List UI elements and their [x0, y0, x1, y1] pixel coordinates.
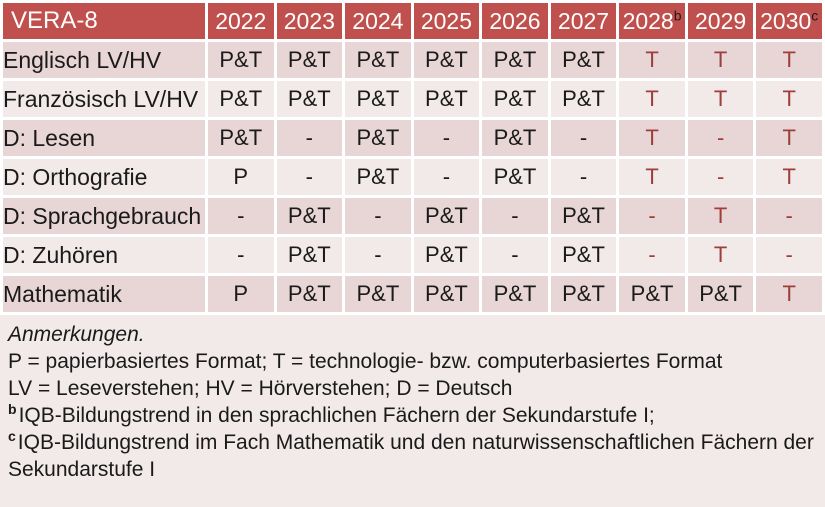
year-column-header	[345, 3, 411, 39]
notes-section	[0, 315, 825, 483]
format-cell: P&T	[619, 276, 685, 312]
note-line	[8, 375, 817, 402]
table-header-row	[3, 3, 822, 39]
format-cell: -	[756, 198, 822, 234]
format-cell: P&T	[688, 276, 754, 312]
format-cell: P&T	[208, 42, 274, 78]
row-label: D: Sprachgebrauch	[3, 198, 205, 234]
format-cell: P&T	[345, 159, 411, 195]
format-cell: P&T	[551, 276, 617, 312]
table-row	[3, 276, 822, 312]
format-cell: P&T	[414, 237, 480, 273]
format-cell: T	[688, 42, 754, 78]
format-cell: T	[756, 276, 822, 312]
format-cell: T	[688, 81, 754, 117]
year-label: 2026	[489, 7, 541, 34]
format-cell: -	[208, 237, 274, 273]
year-label: 2028	[622, 7, 674, 34]
format-cell: P&T	[482, 81, 548, 117]
note-line	[8, 429, 817, 483]
format-cell: T	[756, 81, 822, 117]
format-cell: P&T	[414, 276, 480, 312]
format-cell: P&T	[277, 42, 343, 78]
format-cell: P&T	[482, 276, 548, 312]
format-cell: P&T	[277, 276, 343, 312]
row-label: Mathematik	[3, 276, 205, 312]
format-cell: P&T	[482, 159, 548, 195]
format-cell: T	[688, 198, 754, 234]
format-cell: P&T	[551, 237, 617, 273]
format-cell: -	[619, 237, 685, 273]
format-cell: -	[208, 198, 274, 234]
note-text: LV = Leseverstehen; HV = Hörverstehen; D = Deutsch	[8, 377, 513, 400]
row-label: Französisch LV/HV	[3, 81, 205, 117]
table-row	[3, 198, 822, 234]
note-line	[8, 402, 817, 429]
format-cell: T	[619, 81, 685, 117]
note-text: IQB-Bildungstrend in den sprachlichen Fächern der Sekundarstufe I;	[18, 404, 655, 427]
format-cell: P&T	[345, 120, 411, 156]
year-label: 2024	[352, 7, 404, 34]
format-cell: P&T	[482, 120, 548, 156]
format-cell: P&T	[551, 198, 617, 234]
table-row	[3, 120, 822, 156]
notes-lines	[8, 348, 817, 483]
format-cell: -	[414, 120, 480, 156]
format-cell: -	[551, 120, 617, 156]
row-label: Englisch LV/HV	[3, 42, 205, 78]
year-label: 2025	[420, 7, 472, 34]
format-cell: P	[208, 159, 274, 195]
year-column-header	[414, 3, 480, 39]
format-cell: P&T	[414, 198, 480, 234]
format-cell: P&T	[208, 81, 274, 117]
format-cell: P&T	[208, 120, 274, 156]
format-cell: T	[688, 237, 754, 273]
format-cell: -	[688, 159, 754, 195]
footnote-marker: b	[8, 401, 17, 417]
table-row	[3, 81, 822, 117]
format-cell: -	[756, 237, 822, 273]
footnote-marker: c	[8, 428, 16, 444]
format-cell: T	[756, 159, 822, 195]
year-column-header	[756, 3, 822, 39]
format-cell: P&T	[551, 42, 617, 78]
format-cell: P&T	[277, 198, 343, 234]
format-cell: P&T	[345, 81, 411, 117]
format-cell: P&T	[277, 81, 343, 117]
format-cell: -	[277, 159, 343, 195]
format-cell: -	[482, 237, 548, 273]
year-label: 2030	[760, 7, 812, 34]
format-cell: -	[277, 120, 343, 156]
format-cell: -	[619, 198, 685, 234]
year-label: 2029	[695, 7, 747, 34]
format-cell: -	[482, 198, 548, 234]
footnote-marker: c	[811, 6, 819, 23]
notes-heading: Anmerkungen.	[8, 323, 145, 346]
note-line	[8, 348, 817, 375]
format-cell: P&T	[345, 276, 411, 312]
year-label: 2027	[557, 7, 610, 34]
note-text: IQB-Bildungstrend im Fach Mathematik und den naturwissenschaftlichen Fächern der Sekundarstufe I	[8, 431, 814, 481]
format-cell: T	[756, 42, 822, 78]
table-row	[3, 159, 822, 195]
table-title: VERA-8	[3, 3, 205, 39]
format-cell: P&T	[482, 42, 548, 78]
format-cell: -	[414, 159, 480, 195]
row-label: D: Zuhören	[3, 237, 205, 273]
year-column-header	[277, 3, 343, 39]
format-cell: -	[345, 198, 411, 234]
row-label: D: Lesen	[3, 120, 205, 156]
format-cell: -	[345, 237, 411, 273]
year-column-header	[688, 3, 754, 39]
format-cell: P&T	[414, 42, 480, 78]
format-cell: P&T	[414, 81, 480, 117]
format-cell: T	[619, 159, 685, 195]
format-cell: P&T	[551, 81, 617, 117]
table-row	[3, 42, 822, 78]
format-cell: T	[619, 120, 685, 156]
row-label: D: Orthografie	[3, 159, 205, 195]
year-column-header	[482, 3, 548, 39]
year-column-header	[208, 3, 274, 39]
year-column-header	[551, 3, 617, 39]
note-text: P = papierbasiertes Format; T = technologie- bzw. computerbasiertes Format	[8, 350, 723, 373]
table-row	[3, 237, 822, 273]
year-label: 2023	[283, 7, 335, 34]
year-label: 2022	[215, 7, 267, 34]
format-cell: P&T	[277, 237, 343, 273]
format-cell: -	[551, 159, 617, 195]
footnote-marker: b	[673, 6, 682, 23]
year-column-header	[619, 3, 685, 39]
format-cell: T	[756, 120, 822, 156]
format-cell: P&T	[345, 42, 411, 78]
format-cell: -	[688, 120, 754, 156]
format-cell: P	[208, 276, 274, 312]
format-cell: T	[619, 42, 685, 78]
